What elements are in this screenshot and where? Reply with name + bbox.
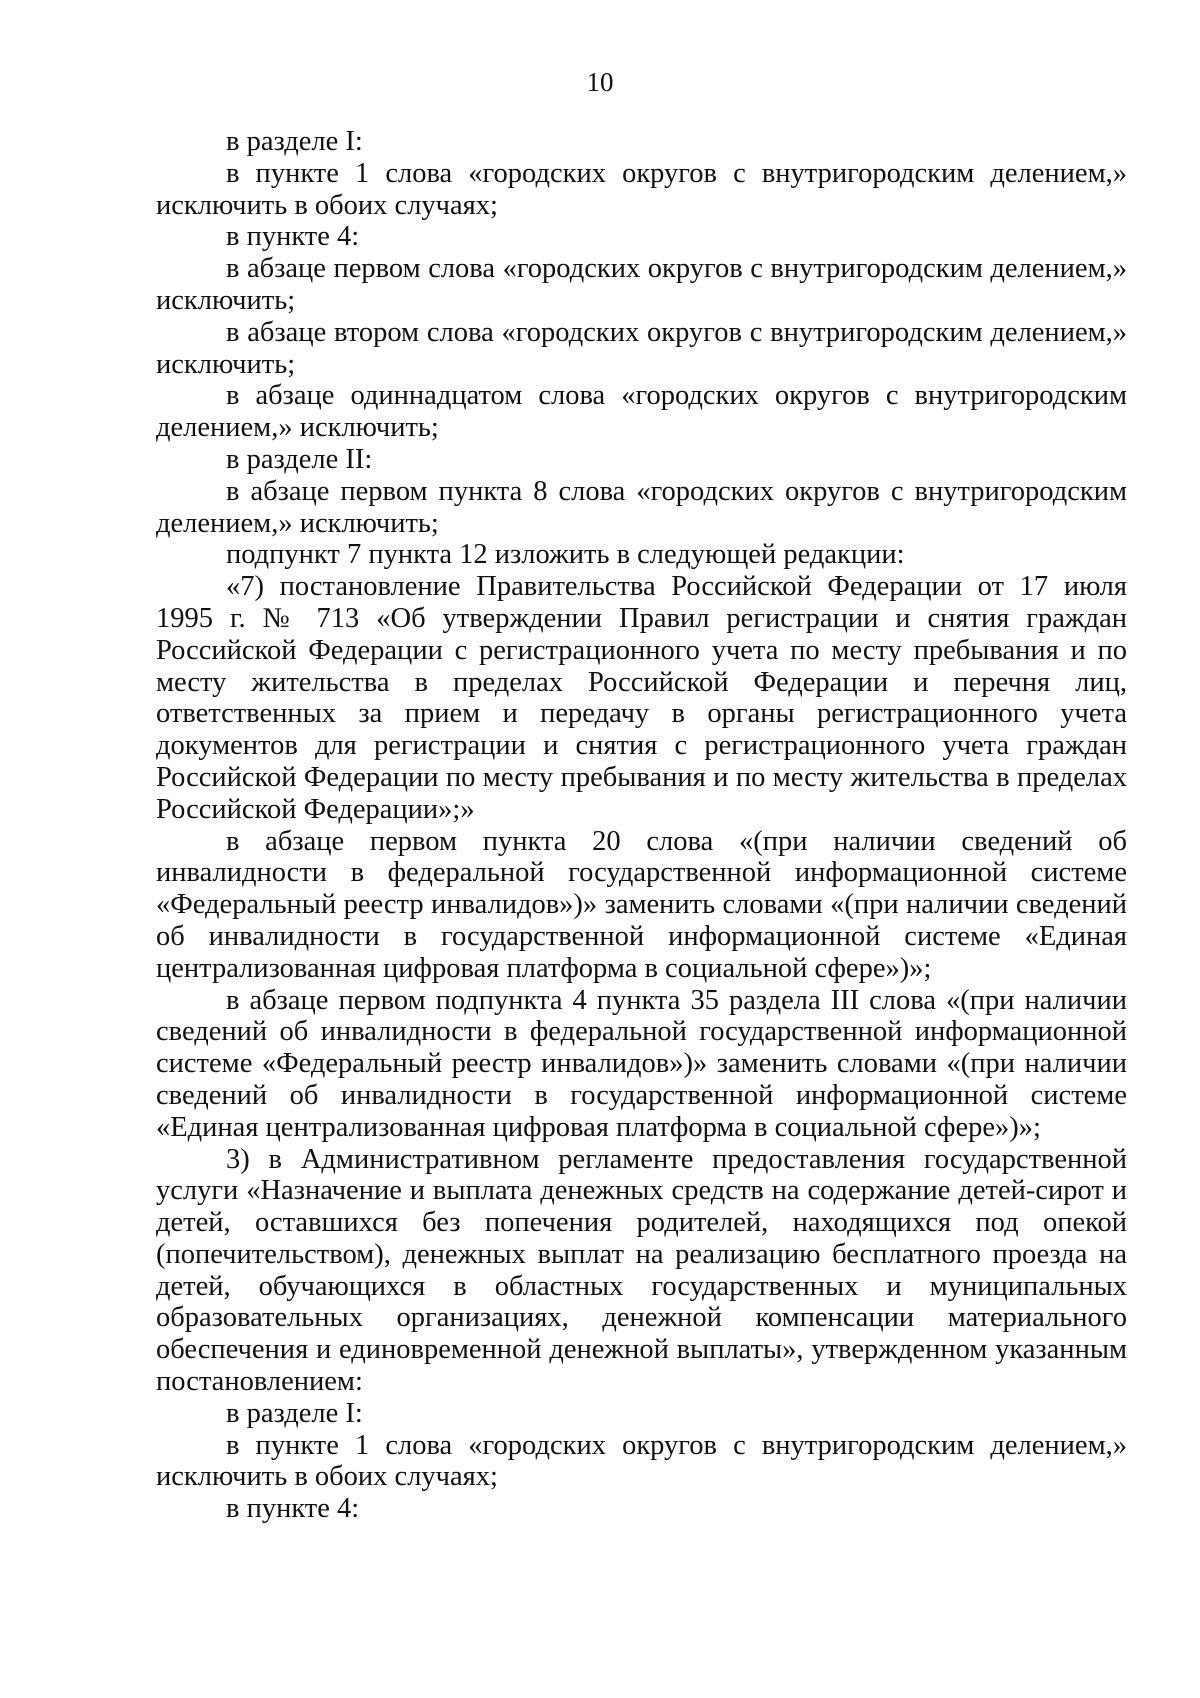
page-number: 10 [586,67,614,97]
paragraph-first-subparagraph: в абзаце первом слова «городских округов с внутригородским делением,» исключить; [156,253,1127,316]
paragraph-second-subparagraph: в абзаце втором слова «городских округов с внутригородским делением,» исключить; [156,316,1127,380]
document-body [156,126,1127,1525]
paragraph-item-35: в абзаце первом подпункта 4 пункта 35 раздела III слова «(при наличии сведений об инвалидности в федеральной государственной информационной системе «Федеральный реестр инвалидов»)» заменить словами «(при наличии сведений об инвалидности в государственной информационной системе «Единая централизованная цифровая платформа в социальной сфере»)»; [156,984,1127,1143]
paragraph-item-4-heading-2: в пункте 4: [226,1493,360,1525]
paragraph-section-1-heading: в разделе I: [226,126,363,157]
paragraph-item-4-heading: в пункте 4: [226,221,360,253]
paragraph-eleventh-subparagraph: в абзаце одиннадцатом слова «городских округов с внутригородским делением,» исключить; [156,380,1127,444]
paragraph-subitem-7-text: «7) постановление Правительства Российской Федерации от 17 июля 1995 г. № 713 «Об утверждении Правил регистрации и снятия граждан Российской Федерации с регистрационного учета по месту пребывания и по месту жительства в пределах Российской Федерации и перечня лиц, ответственных за прием и передачу в органы регистрационного учета документов для регистрации и снятия с регистрационного учета граждан Российской Федерации по месту пребывания и по месту жительства в пределах Российской Федерации»;» [156,571,1127,825]
paragraph-subitem-7-intro: подпункт 7 пункта 12 изложить в следующей редакции: [226,539,905,571]
paragraph-item-20: в абзаце первом пункта 20 слова «(при наличии сведений об инвалидности в федеральной государственной информационной системе «Федеральный реестр инвалидов»)» заменить словами «(при наличии сведений об инвалидности в государственной информационной системе «Единая централизованная цифровая платформа в социальной сфере»)»; [156,825,1127,984]
paragraph-section-1-heading-2: в разделе I: [226,1397,363,1429]
paragraph-item-8: в абзаце первом пункта 8 слова «городских округов с внутригородским делением,» исключить; [156,475,1127,539]
paragraph-regulation-3: 3) в Административном регламенте предоставления государственной услуги «Назначение и выплата денежных средств на содержание детей-сирот и детей, оставшихся без попечения родителей, находящихся под опекой (попечительством), денежных выплат на реализацию бесплатного проезда на детей, обучающихся в областных государственных и муниципальных образовательных организациях, денежной компенсации материального обеспечения и единовременной денежной выплаты», утвержденном указанным постановлением: [156,1143,1127,1398]
paragraph-item-1-2: в пункте 1 слова «городских округов с внутригородским делением,» исключить в обоих случаях; [156,1429,1127,1493]
paragraph-section-2-heading: в разделе II: [226,443,373,475]
paragraph-item-1: в пункте 1 слова «городских округов с внутригородским делением,» исключить в обоих случаях; [156,157,1127,221]
